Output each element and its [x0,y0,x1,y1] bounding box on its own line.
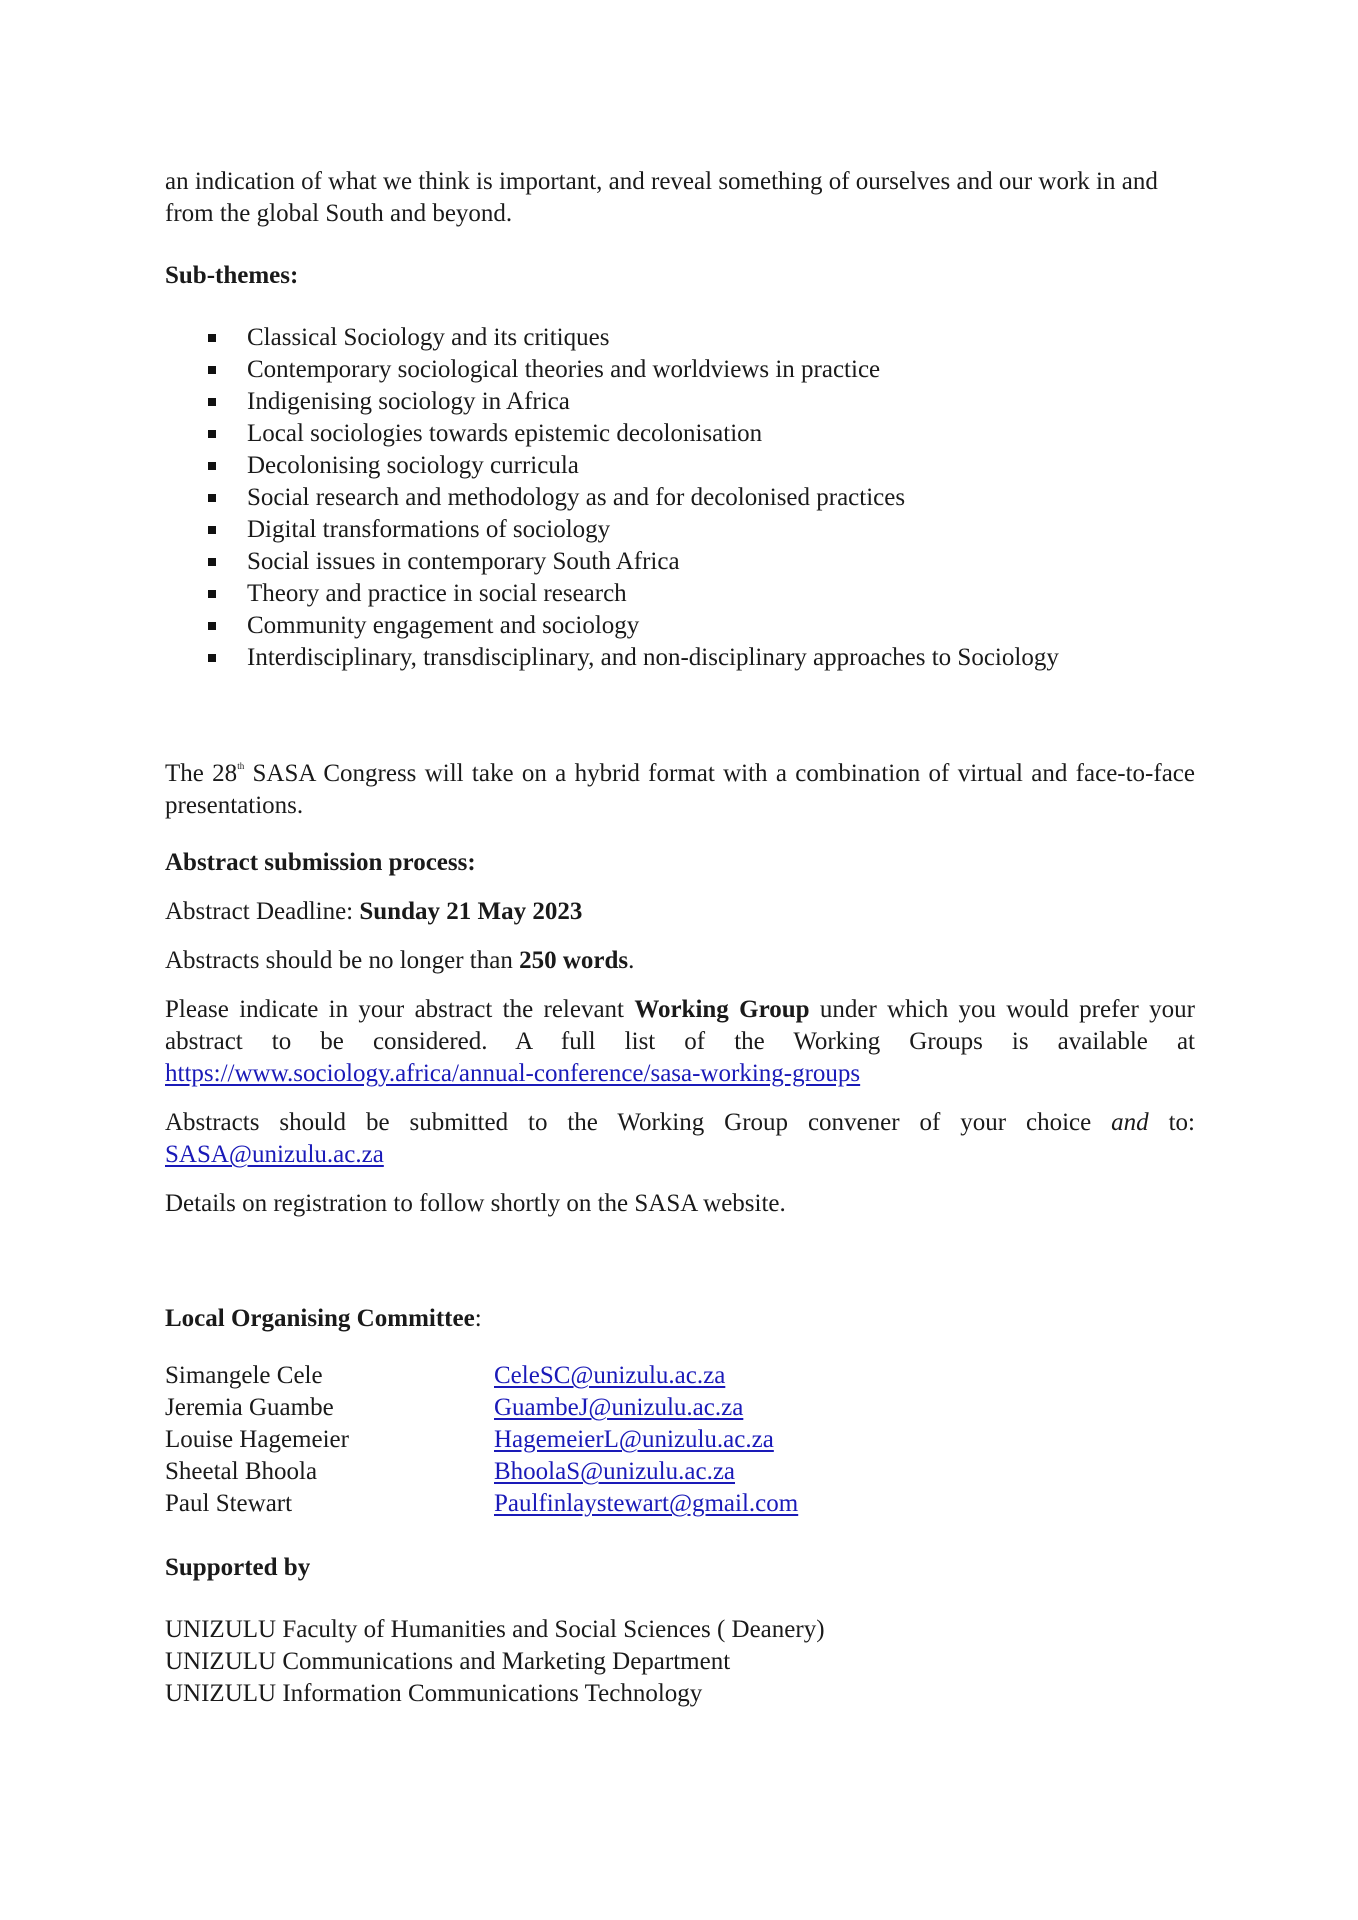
square-bullet-icon [208,654,216,662]
square-bullet-icon [208,558,216,566]
committee-member [165,1456,1195,1488]
subtheme-item: Local sociologies towards epistemic decolonisation [208,418,1195,450]
committee-list [165,1360,1195,1520]
member-name: Sheetal Bhoola [165,1458,318,1485]
abstract-heading: Abstract submission process: [165,849,476,876]
working-groups-link[interactable]: https://www.sociology.africa/annual-conference/sasa-working-groups [165,1060,861,1087]
square-bullet-icon [208,398,216,406]
sasa-email-link[interactable]: SASA@unizulu.ac.za [165,1141,384,1168]
supporter-item: UNIZULU Communications and Marketing Department [165,1648,731,1675]
subtheme-item: Classical Sociology and its critiques [208,322,1195,354]
member-email-link[interactable]: BhoolaS@unizulu.ac.za [494,1458,736,1485]
member-email-link[interactable]: HagemeierL@unizulu.ac.za [494,1426,774,1453]
member-name: Paul Stewart [165,1490,293,1517]
deadline-date: Sunday 21 May 2023 [359,898,583,925]
square-bullet-icon [208,334,216,342]
square-bullet-icon [208,622,216,630]
abstract-deadline: Abstract Deadline: Sunday 21 May 2023 [165,898,583,925]
working-group-paragraph: Please indicate in your abstract the relevant Working Group under which you would prefer your abstract to be considered. A full list of the Working Groups is available at https://www.sociology.africa/annual-conference/sasa-working-groups [165,996,1195,1087]
submission-paragraph: Abstracts should be submitted to the Working Group convener of your choice and to: SASA@unizulu.ac.za [165,1109,1195,1168]
abstract-length: Abstracts should be no longer than 250 words. [165,947,635,974]
subtheme-item: Social research and methodology as and for decolonised practices [208,482,1195,514]
subtheme-item: Social issues in contemporary South Africa [208,546,1195,578]
square-bullet-icon [208,494,216,502]
subthemes-heading: Sub-themes: [165,262,299,289]
member-email-link[interactable]: Paulfinlaystewart@gmail.com [494,1490,799,1517]
member-name: Louise Hagemeier [165,1426,349,1453]
committee-member [165,1392,1195,1424]
member-email-link[interactable]: GuambeJ@unizulu.ac.za [494,1394,744,1421]
subtheme-item: Digital transformations of sociology [208,514,1195,546]
ordinal-suffix: th [237,761,245,771]
document-page [165,166,1195,1710]
supporters-list [165,1614,1195,1710]
square-bullet-icon [208,462,216,470]
committee-member [165,1360,1195,1392]
square-bullet-icon [208,590,216,598]
supporter-item: UNIZULU Faculty of Humanities and Social Sciences ( Deanery) [165,1616,825,1643]
subtheme-item: Interdisciplinary, transdisciplinary, and non-disciplinary approaches to Sociology [208,642,1195,674]
square-bullet-icon [208,366,216,374]
working-group-term: Working Group [634,996,810,1023]
square-bullet-icon [208,430,216,438]
supported-by-heading: Supported by [165,1554,311,1581]
member-email-link[interactable]: CeleSC@unizulu.ac.za [494,1362,726,1389]
committee-member [165,1488,1195,1520]
hybrid-format-paragraph: The 28th SASA Congress will take on a hybrid format with a combination of virtual and face-to-face presentations. [165,760,1195,819]
square-bullet-icon [208,526,216,534]
intro-paragraph: an indication of what we think is important, and reveal something of ourselves and our work in and from the global South and beyond. [165,168,1158,227]
subtheme-item: Theory and practice in social research [208,578,1195,610]
supporter-item: UNIZULU Information Communications Technology [165,1680,703,1707]
member-name: Jeremia Guambe [165,1394,334,1421]
subtheme-item: Community engagement and sociology [208,610,1195,642]
committee-heading: Local Organising Committee: [165,1305,482,1332]
committee-member [165,1424,1195,1456]
subthemes-list [165,322,1195,674]
registration-note: Details on registration to follow shortly on the SASA website. [165,1190,786,1217]
member-name: Simangele Cele [165,1362,323,1389]
subtheme-item: Indigenising sociology in Africa [208,386,1195,418]
subtheme-item: Contemporary sociological theories and worldviews in practice [208,354,1195,386]
subtheme-item: Decolonising sociology curricula [208,450,1195,482]
word-limit: 250 words [519,947,629,974]
